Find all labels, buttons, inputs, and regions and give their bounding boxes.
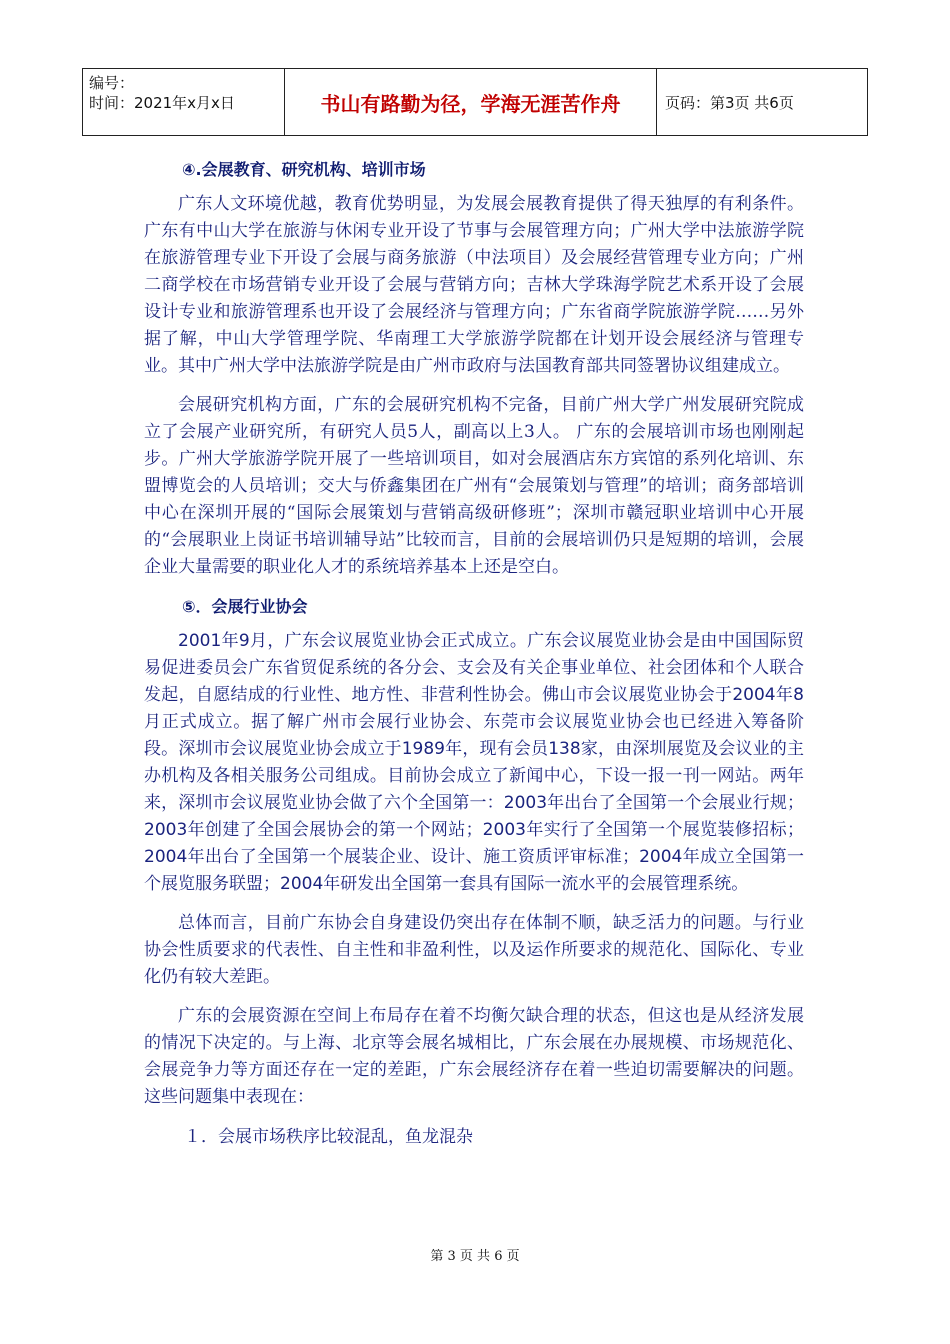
time-label: 时间：2021年x月x日 bbox=[89, 94, 235, 112]
list-item-1: １．会展市场秩序比较混乱，鱼龙混杂 bbox=[184, 1127, 473, 1147]
header-meta-cell bbox=[83, 69, 285, 135]
section-5-paragraph-2: 总体而言，目前广东协会自身建设仍突出存在体制不顺，缺乏活力的问题。与行业协会性质要求的代表性、自主性和非盈利性，以及运作所要求的规范化、国际化、专业化仍有较大差距。 bbox=[144, 913, 804, 987]
section-4-paragraph-2: 会展研究机构方面，广东的会展研究机构不完备，目前广州大学广州发展研究院成立了会展产业研究所，有研究人员5人，副高以上3人。 广东的会展培训市场也刚刚起步。广州大学旅游学院开展了一些培训项目，如对会展酒店东方宾馆的系列化培训、东盟博览会的人员培训；交大与侨鑫集团在广州有“会展策划与管理”的培训；商务部培训中心在深圳开展的“国际会展策划与营销高级研修班”；深圳市赣冠职业培训中心开展的“会展职业上岗证书培训辅导站”比较而言，目前的会展培训仍只是短期的培训，会展企业大量需要的职业化人才的系统培养基本上还是空白。 bbox=[144, 395, 804, 577]
header-page-info: 页码：第3页 共6页 bbox=[665, 93, 794, 112]
section-4-paragraph-1: 广东人文环境优越，教育优势明显，为发展会展教育提供了得天独厚的有利条件。广东有中山大学在旅游与休闲专业开设了节事与会展管理方向；广州大学中法旅游学院在旅游管理专业下开设了会展与商务旅游（中法项目）及会展经营管理专业方向；广州二商学校在市场营销专业开设了会展与营销方向；吉林大学珠海学院艺术系开设了会展设计专业和旅游管理系也开设了会展经济与管理方向；广东省商学院旅游学院……另外据了解，中山大学管理学院、华南理工大学旅游学院都在计划开设会展经济与管理专业。其中广州大学中法旅游学院是由广州市政府与法国教育部共同签署协议组建成立。 bbox=[144, 194, 804, 376]
header-table bbox=[82, 68, 868, 136]
section-4-heading: ④.会展教育、研究机构、培训市场 bbox=[182, 160, 426, 179]
section-5-paragraph-3: 广东的会展资源在空间上布局存在着不均衡欠缺合理的状态，但这也是从经济发展的情况下决定的。与上海、北京等会展名城相比，广东会展在办展规模、市场规范化、会展竞争力等方面还存在一定的差距，广东会展经济存在着一些迫切需要解决的问题。这些问题集中表现在： bbox=[144, 1006, 804, 1107]
section-5-paragraph-1: 2001年9月，广东会议展览业协会正式成立。广东会议展览业协会是由中国国际贸易促进委员会广东省贸促系统的各分会、支会及有关企事业单位、社会团体和个人联合发起，自愿结成的行业性、地方性、非营利性协会。佛山市会议展览业协会于2004年8月正式成立。据了解广州市会展行业协会、东莞市会议展览业协会也已经进入筹备阶段。深圳市会议展览业协会成立于1989年，现有会员138家，由深圳展览及会议业的主办机构及各相关服务公司组成。目前协会成立了新闻中心，下设一报一刊一网站。两年来，深圳市会议展览业协会做了六个全国第一：2003年出台了全国第一个会展业行规；2003年创建了全国会展协会的第一个网站；2003年实行了全国第一个展览装修招标；2004年出台了全国第一个展装企业、设计、施工资质评审标准；2004年成立全国第一个展览服务联盟；2004年研发出全国第一套具有国际一流水平的会展管理系统。 bbox=[144, 631, 804, 894]
number-label: 编号： bbox=[89, 74, 135, 92]
section-5-heading: ⑤．会展行业协会 bbox=[182, 597, 308, 616]
header-motto: 书山有路勤为径，学海无涯苦作舟 bbox=[285, 69, 657, 135]
page-footer: 第 3 页 共 6 页 bbox=[430, 1249, 520, 1264]
document-body bbox=[144, 156, 804, 1151]
